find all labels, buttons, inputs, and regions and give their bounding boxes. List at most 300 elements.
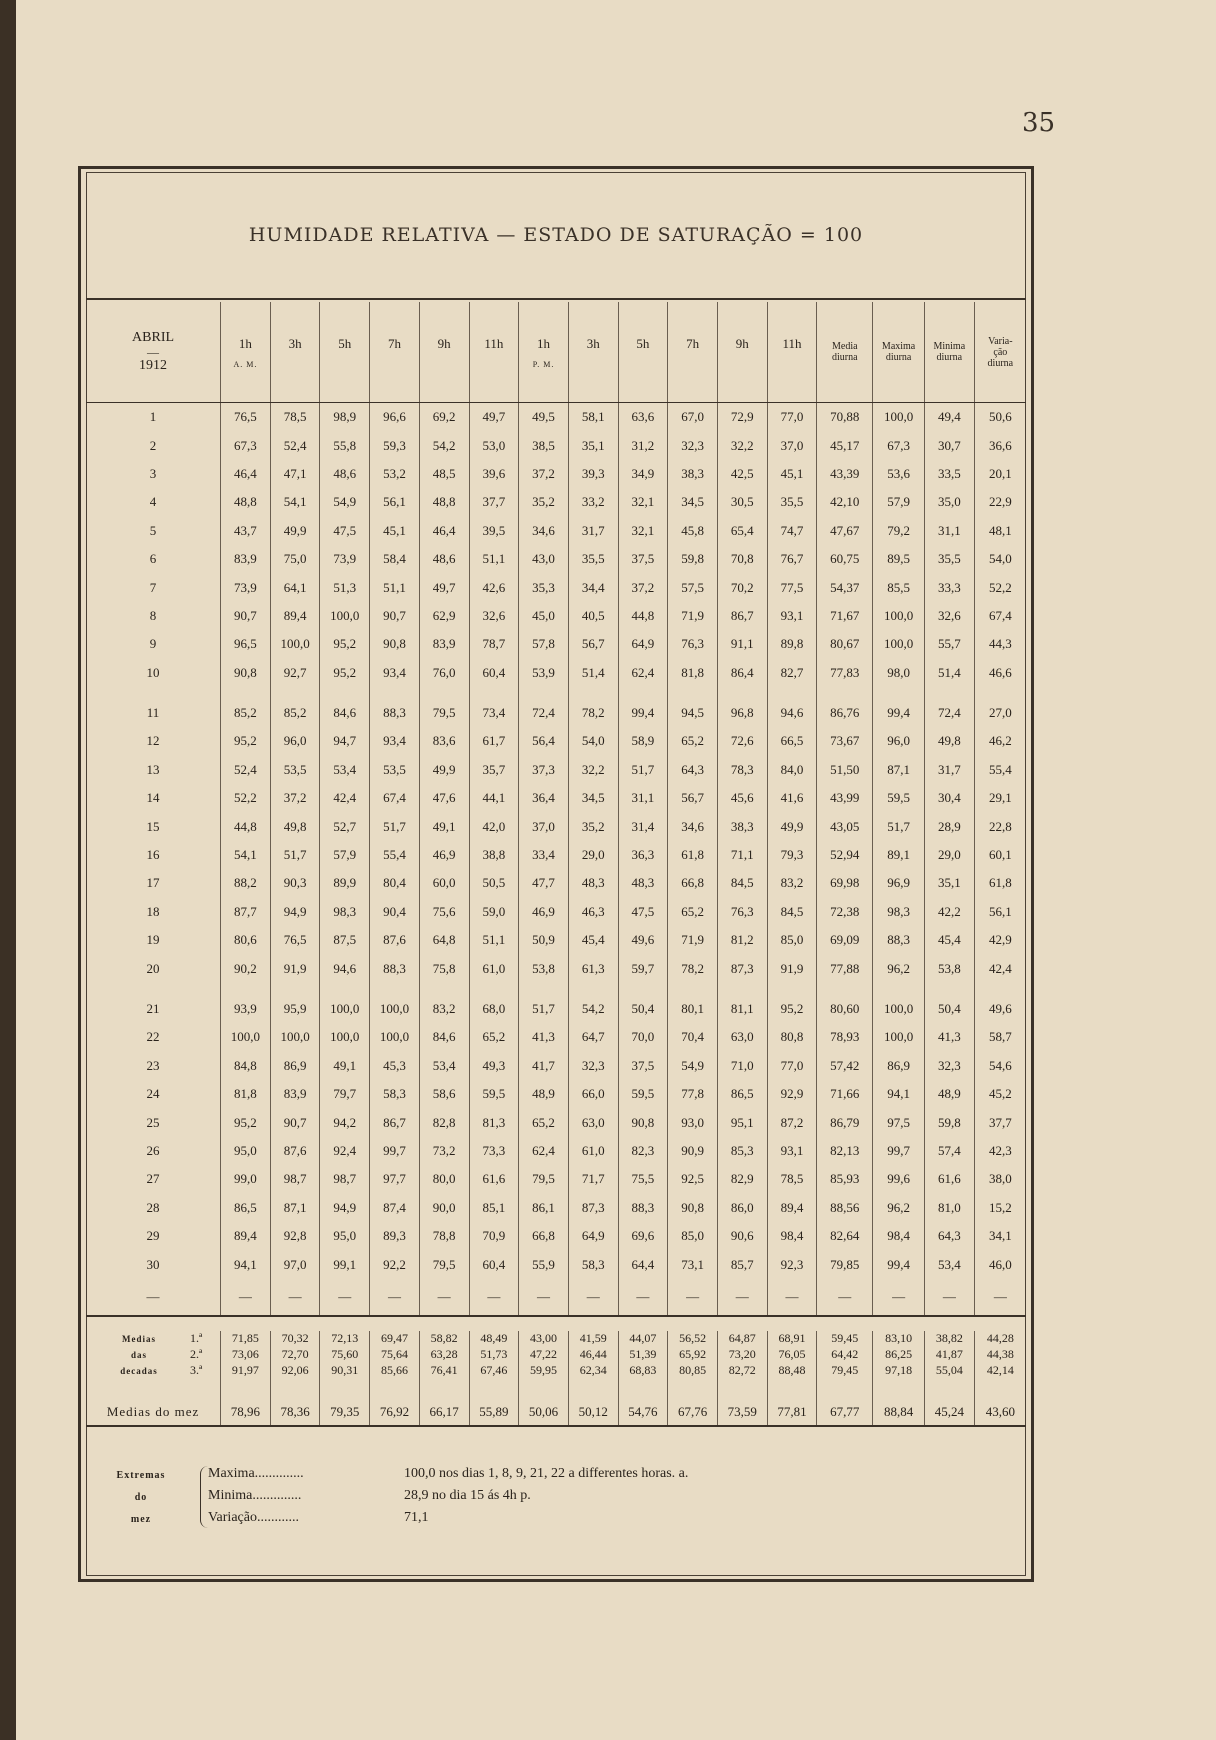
table-cell: 98,3 bbox=[873, 898, 925, 926]
table-cell: 38,3 bbox=[668, 460, 718, 488]
decade-mean-cell: 73,20 bbox=[717, 1347, 767, 1363]
table-cell: 59,8 bbox=[668, 545, 718, 573]
table-cell: 100,0 bbox=[873, 602, 925, 630]
table-cell: 95,2 bbox=[320, 659, 370, 687]
table-cell: 51,7 bbox=[270, 841, 320, 869]
decade-mean-cell: 44,38 bbox=[974, 1347, 1026, 1363]
table-cell: 89,1 bbox=[873, 841, 925, 869]
decade-mean-cell: 69,47 bbox=[370, 1331, 420, 1347]
day-number: 19 bbox=[146, 932, 160, 948]
table-cell: 68,0 bbox=[469, 995, 519, 1023]
table-cell: 48,6 bbox=[419, 545, 469, 573]
table-row bbox=[86, 431, 1026, 459]
table-cell: 44,8 bbox=[221, 812, 271, 840]
table-cell: 41,6 bbox=[767, 784, 817, 812]
table-cell: 54,9 bbox=[668, 1052, 718, 1080]
table-cell: 96,0 bbox=[270, 727, 320, 755]
table-cell: 48,9 bbox=[519, 1080, 569, 1108]
month-mean-cell: 67,76 bbox=[668, 1399, 718, 1426]
table-cell: 37,5 bbox=[618, 1052, 668, 1080]
table-cell: 61,3 bbox=[568, 954, 618, 982]
table-cell: 95,0 bbox=[320, 1222, 370, 1250]
extreme-minima-value: 28,9 no dia 15 ás 4h p. bbox=[404, 1488, 531, 1503]
table-cell: 90,3 bbox=[270, 869, 320, 897]
table-row bbox=[86, 954, 1026, 982]
table-cell: 43,39 bbox=[817, 460, 873, 488]
table-cell: 51,3 bbox=[320, 573, 370, 601]
day-number: 5 bbox=[149, 522, 157, 538]
dash-cell: — bbox=[767, 1279, 817, 1316]
day-number: 30 bbox=[146, 1256, 160, 1272]
table-cell: 88,2 bbox=[221, 869, 271, 897]
table-row bbox=[86, 812, 1026, 840]
dash-cell: — bbox=[618, 1279, 668, 1316]
header-hour: 5h bbox=[618, 302, 668, 403]
table-cell: 45,8 bbox=[668, 517, 718, 545]
dash-cell: — bbox=[717, 1279, 767, 1316]
decade-mean-cell: 47,22 bbox=[519, 1347, 569, 1363]
table-cell: 94,2 bbox=[320, 1108, 370, 1136]
table-cell: 51,1 bbox=[469, 545, 519, 573]
table-cell: 92,5 bbox=[668, 1165, 718, 1193]
decade-mean-cell: 72,13 bbox=[320, 1331, 370, 1347]
table-cell: 61,6 bbox=[924, 1165, 974, 1193]
table-cell: 37,5 bbox=[618, 545, 668, 573]
table-cell: 45,4 bbox=[924, 926, 974, 954]
table-cell: 71,9 bbox=[668, 926, 718, 954]
day-number: 7 bbox=[149, 579, 157, 595]
table-cell: 34,6 bbox=[519, 517, 569, 545]
table-cell: 78,3 bbox=[717, 756, 767, 784]
table-cell: 60,0 bbox=[419, 869, 469, 897]
month-mean-cell: 79,35 bbox=[320, 1399, 370, 1426]
decade-mean-row bbox=[86, 1347, 1026, 1363]
day-number: 20 bbox=[146, 960, 160, 976]
table-cell: 38,3 bbox=[717, 812, 767, 840]
table-cell: 97,7 bbox=[370, 1165, 420, 1193]
table-cell: 49,6 bbox=[618, 926, 668, 954]
table-cell: 84,6 bbox=[320, 699, 370, 727]
table-cell: 29,1 bbox=[974, 784, 1026, 812]
table-cell: 92,9 bbox=[767, 1080, 817, 1108]
table-row bbox=[86, 898, 1026, 926]
table-cell: 64,8 bbox=[419, 926, 469, 954]
table-cell: 94,9 bbox=[320, 1194, 370, 1222]
table-cell: 64,7 bbox=[568, 1023, 618, 1051]
header-row bbox=[86, 302, 1026, 403]
table-cell: 62,9 bbox=[419, 602, 469, 630]
table-cell: 82,7 bbox=[767, 659, 817, 687]
table-cell: 67,4 bbox=[370, 784, 420, 812]
table-cell: 47,1 bbox=[270, 460, 320, 488]
table-cell: 66,8 bbox=[668, 869, 718, 897]
table-cell: 79,3 bbox=[767, 841, 817, 869]
table-cell: 42,3 bbox=[974, 1137, 1026, 1165]
table-cell: 66,5 bbox=[767, 727, 817, 755]
table-cell: 46,4 bbox=[221, 460, 271, 488]
table-cell: 45,6 bbox=[717, 784, 767, 812]
table-row bbox=[86, 926, 1026, 954]
table-cell: 50,5 bbox=[469, 869, 519, 897]
table-cell: 98,7 bbox=[320, 1165, 370, 1193]
table-cell: 95,1 bbox=[717, 1108, 767, 1136]
table-cell: 53,4 bbox=[320, 756, 370, 784]
table-cell: 35,2 bbox=[519, 488, 569, 516]
table-cell: 89,8 bbox=[767, 630, 817, 658]
table-row bbox=[86, 573, 1026, 601]
table-cell: 94,5 bbox=[668, 699, 718, 727]
decade-mean-cell: 67,46 bbox=[469, 1363, 519, 1379]
table-cell: 67,0 bbox=[668, 403, 718, 432]
table-cell: 77,83 bbox=[817, 659, 873, 687]
table-cell: 93,4 bbox=[370, 659, 420, 687]
table-cell: 51,1 bbox=[370, 573, 420, 601]
table-cell: 41,3 bbox=[519, 1023, 569, 1051]
table-cell: 20,1 bbox=[974, 460, 1026, 488]
table-cell: 90,7 bbox=[221, 602, 271, 630]
table-cell: 46,3 bbox=[568, 898, 618, 926]
decade-label: das bbox=[130, 1349, 147, 1360]
table-cell: 41,7 bbox=[519, 1052, 569, 1080]
decade-mean-cell: 42,14 bbox=[974, 1363, 1026, 1379]
decade-mean-cell: 97,18 bbox=[873, 1363, 925, 1379]
table-cell: 52,2 bbox=[221, 784, 271, 812]
table-cell: 93,0 bbox=[668, 1108, 718, 1136]
table-cell: 86,1 bbox=[519, 1194, 569, 1222]
day-number: 3 bbox=[149, 465, 157, 481]
table-cell: 85,2 bbox=[221, 699, 271, 727]
table-cell: 49,7 bbox=[469, 403, 519, 432]
table-cell: 80,6 bbox=[221, 926, 271, 954]
table-cell: 86,5 bbox=[221, 1194, 271, 1222]
table-cell: 51,4 bbox=[924, 659, 974, 687]
table-cell: 46,6 bbox=[974, 659, 1026, 687]
decade-mean-row bbox=[86, 1363, 1026, 1379]
table-cell: 53,8 bbox=[924, 954, 974, 982]
table-cell: 59,3 bbox=[370, 431, 420, 459]
decade-label-cell bbox=[86, 1363, 221, 1379]
table-cell: 30,5 bbox=[717, 488, 767, 516]
table-cell: 64,3 bbox=[924, 1222, 974, 1250]
header-am: A. M. bbox=[233, 359, 258, 369]
table-cell: 71,7 bbox=[568, 1165, 618, 1193]
decade-mean-cell: 76,05 bbox=[767, 1347, 817, 1363]
table-cell: 86,4 bbox=[717, 659, 767, 687]
table-cell: 78,8 bbox=[419, 1222, 469, 1250]
table-cell: 49,9 bbox=[419, 756, 469, 784]
decade-mean-cell: 79,45 bbox=[817, 1363, 873, 1379]
table-cell: 34,4 bbox=[568, 573, 618, 601]
table-cell: 95,9 bbox=[270, 995, 320, 1023]
table-cell: 76,3 bbox=[668, 630, 718, 658]
table-cell: 96,8 bbox=[717, 699, 767, 727]
table-cell: 43,05 bbox=[817, 812, 873, 840]
table-cell: 89,4 bbox=[767, 1194, 817, 1222]
table-cell: 95,2 bbox=[221, 727, 271, 755]
table-cell: 88,56 bbox=[817, 1194, 873, 1222]
day-number: 11 bbox=[146, 705, 160, 721]
table-row bbox=[86, 1222, 1026, 1250]
table-cell: 78,5 bbox=[270, 403, 320, 432]
table-cell: 44,1 bbox=[469, 784, 519, 812]
table-cell: 85,0 bbox=[767, 926, 817, 954]
table-cell: 94,6 bbox=[320, 954, 370, 982]
table-cell: 64,4 bbox=[618, 1250, 668, 1278]
table-cell: 94,7 bbox=[320, 727, 370, 755]
table-cell: 100,0 bbox=[873, 995, 925, 1023]
table-cell: 79,5 bbox=[419, 1250, 469, 1278]
table-cell: 73,9 bbox=[221, 573, 271, 601]
table-cell: 77,0 bbox=[767, 1052, 817, 1080]
table-cell: 57,8 bbox=[519, 630, 569, 658]
dash-row bbox=[86, 1279, 1026, 1316]
header-hour: 9h bbox=[419, 302, 469, 403]
table-cell: 34,5 bbox=[568, 784, 618, 812]
month-mean-cell: 73,59 bbox=[717, 1399, 767, 1426]
table-cell: 52,2 bbox=[974, 573, 1026, 601]
table-cell: 70,2 bbox=[717, 573, 767, 601]
table-cell: 39,6 bbox=[469, 460, 519, 488]
table-cell: 70,4 bbox=[668, 1023, 718, 1051]
table-cell: 33,4 bbox=[519, 841, 569, 869]
table-cell: 57,4 bbox=[924, 1137, 974, 1165]
table-row bbox=[86, 699, 1026, 727]
summary-rows bbox=[86, 1279, 1026, 1426]
table-cell: 87,4 bbox=[370, 1194, 420, 1222]
day-number: 13 bbox=[146, 761, 160, 777]
table-cell: 75,6 bbox=[419, 898, 469, 926]
decade-mean-cell: 68,83 bbox=[618, 1363, 668, 1379]
table-cell: 73,3 bbox=[469, 1137, 519, 1165]
table-cell: 22,8 bbox=[974, 812, 1026, 840]
table-row bbox=[86, 1137, 1026, 1165]
table-cell: 66,8 bbox=[519, 1222, 569, 1250]
table-cell: 88,3 bbox=[370, 954, 420, 982]
decade-mean-cell: 64,87 bbox=[717, 1331, 767, 1347]
decade-mean-row bbox=[86, 1331, 1026, 1347]
table-cell: 49,8 bbox=[270, 812, 320, 840]
table-cell: 45,4 bbox=[568, 926, 618, 954]
table-row bbox=[86, 488, 1026, 516]
table-cell: 52,94 bbox=[817, 841, 873, 869]
table-row bbox=[86, 869, 1026, 897]
decade-label-cell bbox=[86, 1347, 221, 1363]
table-cell: 46,9 bbox=[519, 898, 569, 926]
table-cell: 83,9 bbox=[221, 545, 271, 573]
table-cell: 59,5 bbox=[618, 1080, 668, 1108]
extremes-label-3: mez bbox=[130, 1514, 152, 1525]
table-row bbox=[86, 630, 1026, 658]
table-cell: 34,1 bbox=[974, 1222, 1026, 1250]
table-cell: 30,4 bbox=[924, 784, 974, 812]
dash-cell: — bbox=[568, 1279, 618, 1316]
table-cell: 32,3 bbox=[668, 431, 718, 459]
extreme-maxima-name: Maxima.............. bbox=[208, 1466, 304, 1481]
table-cell: 92,4 bbox=[320, 1137, 370, 1165]
extremes-label-1: Extremas bbox=[116, 1470, 166, 1481]
table-cell: 77,5 bbox=[767, 573, 817, 601]
day-number: 12 bbox=[146, 733, 160, 749]
table-cell: 77,0 bbox=[767, 403, 817, 432]
table-cell: 88,3 bbox=[618, 1194, 668, 1222]
table-cell: 61,0 bbox=[568, 1137, 618, 1165]
month-mean-cell: 45,24 bbox=[924, 1399, 974, 1426]
table-cell: 37,2 bbox=[519, 460, 569, 488]
month-mean-cell: 67,77 bbox=[817, 1399, 873, 1426]
extreme-variacao-name: Variação............ bbox=[208, 1510, 299, 1525]
table-cell: 86,9 bbox=[270, 1052, 320, 1080]
table-cell: 42,0 bbox=[469, 812, 519, 840]
table-cell: 98,3 bbox=[320, 898, 370, 926]
table-cell: 31,7 bbox=[568, 517, 618, 545]
table-cell: 82,8 bbox=[419, 1108, 469, 1136]
table-cell: 98,4 bbox=[767, 1222, 817, 1250]
table-cell: 31,2 bbox=[618, 431, 668, 459]
day-number: 15 bbox=[146, 818, 160, 834]
table-cell: 88,3 bbox=[873, 926, 925, 954]
table-cell: 48,1 bbox=[974, 517, 1026, 545]
table-cell: 33,5 bbox=[924, 460, 974, 488]
table-cell: 96,2 bbox=[873, 1194, 925, 1222]
table-cell: 83,9 bbox=[270, 1080, 320, 1108]
table-cell: 87,2 bbox=[767, 1108, 817, 1136]
header-maxima-diurna: Maxima diurna bbox=[873, 302, 925, 403]
table-cell: 53,0 bbox=[469, 431, 519, 459]
header-year: 1912 bbox=[139, 358, 168, 373]
table-cell: 51,4 bbox=[568, 659, 618, 687]
table-cell: 53,6 bbox=[873, 460, 925, 488]
table-cell: 64,1 bbox=[270, 573, 320, 601]
table-cell: 35,5 bbox=[924, 545, 974, 573]
table-cell: 58,3 bbox=[370, 1080, 420, 1108]
table-cell: 35,2 bbox=[568, 812, 618, 840]
table-cell: 57,9 bbox=[320, 841, 370, 869]
extreme-variacao-value: 71,1 bbox=[404, 1510, 429, 1525]
table-cell: 90,8 bbox=[370, 630, 420, 658]
table-cell: 73,2 bbox=[419, 1137, 469, 1165]
table-cell: 48,3 bbox=[568, 869, 618, 897]
table-cell: 91,9 bbox=[767, 954, 817, 982]
table-cell: 54,1 bbox=[221, 841, 271, 869]
table-cell: 42,10 bbox=[817, 488, 873, 516]
table-cell: 80,1 bbox=[668, 995, 718, 1023]
table-cell: 99,4 bbox=[873, 699, 925, 727]
decade-mean-cell: 44,07 bbox=[618, 1331, 668, 1347]
table-cell: 100,0 bbox=[320, 995, 370, 1023]
decade-mean-cell: 68,91 bbox=[767, 1331, 817, 1347]
table-cell: 65,4 bbox=[717, 517, 767, 545]
table-cell: 59,5 bbox=[873, 784, 925, 812]
table-row bbox=[86, 1023, 1026, 1051]
table-cell: 96,9 bbox=[873, 869, 925, 897]
table-cell: 76,5 bbox=[221, 403, 271, 432]
table-cell: 54,9 bbox=[320, 488, 370, 516]
day-number: 21 bbox=[146, 1001, 160, 1016]
table-cell: 84,0 bbox=[767, 756, 817, 784]
table-cell: 54,37 bbox=[817, 573, 873, 601]
table-cell: 90,0 bbox=[419, 1194, 469, 1222]
table-cell: 97,5 bbox=[873, 1108, 925, 1136]
table-cell: 58,1 bbox=[568, 403, 618, 432]
decade-mean-cell: 43,00 bbox=[519, 1331, 569, 1347]
table-cell: 49,1 bbox=[320, 1052, 370, 1080]
table-cell: 52,7 bbox=[320, 812, 370, 840]
table-row bbox=[86, 1080, 1026, 1108]
table-cell: 32,2 bbox=[717, 431, 767, 459]
table-cell: 72,6 bbox=[717, 727, 767, 755]
table-cell: 84,5 bbox=[717, 869, 767, 897]
table-cell: 46,0 bbox=[974, 1250, 1026, 1278]
decade-mean-cell: 51,39 bbox=[618, 1347, 668, 1363]
day-number: 9 bbox=[149, 636, 157, 652]
table-row bbox=[86, 403, 1026, 432]
table-cell: 91,1 bbox=[717, 630, 767, 658]
table-cell: 53,8 bbox=[519, 954, 569, 982]
table-cell: 36,3 bbox=[618, 841, 668, 869]
table-cell: 30,7 bbox=[924, 431, 974, 459]
table-cell: 65,2 bbox=[469, 1023, 519, 1051]
header-month: ABRIL bbox=[132, 330, 175, 345]
table-cell: 72,4 bbox=[519, 699, 569, 727]
table-cell: 47,6 bbox=[419, 784, 469, 812]
table-cell: 54,6 bbox=[974, 1052, 1026, 1080]
table-cell: 57,9 bbox=[873, 488, 925, 516]
table-cell: 98,4 bbox=[873, 1222, 925, 1250]
table-cell: 81,1 bbox=[717, 995, 767, 1023]
table-cell: 42,6 bbox=[469, 573, 519, 601]
table-cell: 76,7 bbox=[767, 545, 817, 573]
table-cell: 48,8 bbox=[419, 488, 469, 516]
table-cell: 42,4 bbox=[320, 784, 370, 812]
table-cell: 51,50 bbox=[817, 756, 873, 784]
table-cell: 58,3 bbox=[568, 1250, 618, 1278]
month-mean-row bbox=[86, 1399, 1026, 1426]
table-cell: 78,5 bbox=[767, 1165, 817, 1193]
table-cell: 80,8 bbox=[767, 1023, 817, 1051]
table-cell: 82,13 bbox=[817, 1137, 873, 1165]
table-cell: 63,6 bbox=[618, 403, 668, 432]
table-cell: 90,8 bbox=[668, 1194, 718, 1222]
table-cell: 76,0 bbox=[419, 659, 469, 687]
table-cell: 61,6 bbox=[469, 1165, 519, 1193]
table-cell: 93,1 bbox=[767, 602, 817, 630]
table-cell: 66,0 bbox=[568, 1080, 618, 1108]
table-cell: 75,5 bbox=[618, 1165, 668, 1193]
table-cell: 84,5 bbox=[767, 898, 817, 926]
day-number: 26 bbox=[146, 1142, 160, 1158]
table-cell: 64,3 bbox=[668, 756, 718, 784]
table-cell: 35,1 bbox=[568, 431, 618, 459]
table-cell: 48,5 bbox=[419, 460, 469, 488]
table-cell: 49,3 bbox=[469, 1052, 519, 1080]
day-number: 18 bbox=[146, 903, 160, 919]
header-variacao-diurna: Varia- ção diurna bbox=[974, 302, 1026, 403]
table-cell: 94,9 bbox=[270, 898, 320, 926]
day-number: 22 bbox=[146, 1029, 160, 1045]
page-number: 35 bbox=[1022, 108, 1056, 138]
table-cell: 49,8 bbox=[924, 727, 974, 755]
month-mean-cell: 50,12 bbox=[568, 1399, 618, 1426]
month-mean-cell: 43,60 bbox=[974, 1399, 1026, 1426]
table-cell: 92,2 bbox=[370, 1250, 420, 1278]
table-cell: 36,4 bbox=[519, 784, 569, 812]
decade-mean-cell: 63,28 bbox=[419, 1347, 469, 1363]
table-cell: 73,1 bbox=[668, 1250, 718, 1278]
table-cell: 59,5 bbox=[469, 1080, 519, 1108]
header-hour: 9h bbox=[717, 302, 767, 403]
table-cell: 90,7 bbox=[270, 1108, 320, 1136]
table-cell: 35,7 bbox=[469, 756, 519, 784]
